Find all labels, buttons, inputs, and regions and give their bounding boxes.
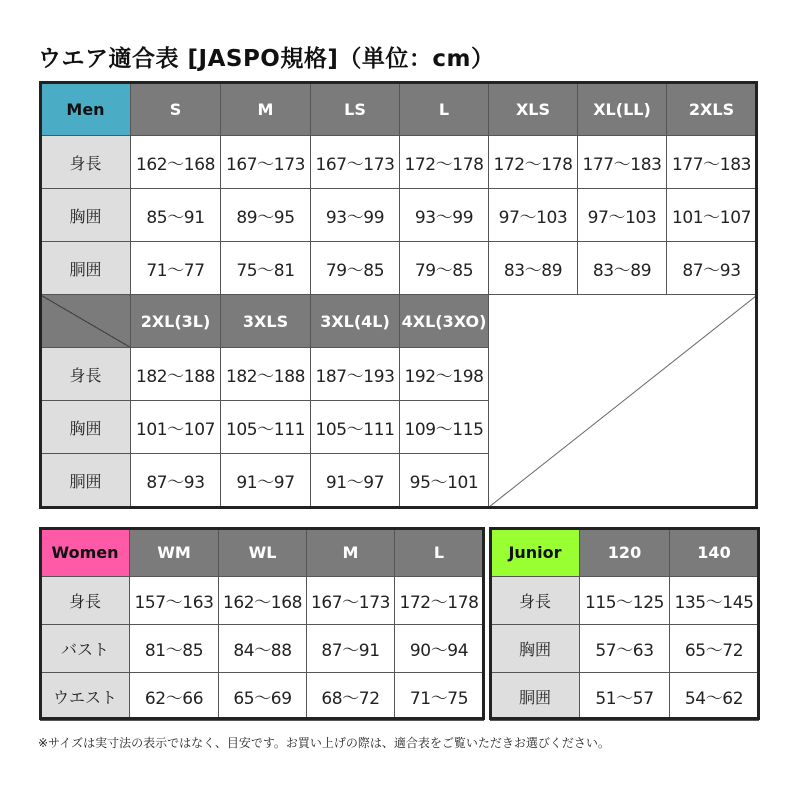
men-top-value-cell: 177〜183 <box>667 136 757 189</box>
women-size-header: M <box>307 529 395 577</box>
women-size-header: L <box>395 529 484 577</box>
women-value-cell: 84〜88 <box>219 625 307 673</box>
junior-value-cell: 54〜62 <box>670 673 759 721</box>
men-bottom-value-cell: 105〜111 <box>221 401 311 454</box>
men-bottom-value-cell: 101〜107 <box>131 401 221 454</box>
men-top-size-header: LS <box>311 83 400 136</box>
footnote: ※サイズは実寸法の表示ではなく、目安です。お買い上げの際は、適合表をご覧いただきお選びください。 <box>38 736 610 750</box>
women-value-cell: 87〜91 <box>307 625 395 673</box>
women-size-table <box>40 528 484 721</box>
women-corner-cell: Women <box>41 529 130 577</box>
men-top-value-cell: 89〜95 <box>221 189 311 242</box>
women-size-header: WL <box>219 529 307 577</box>
men-bottom-size-header: 4XL(3XO) <box>400 295 489 348</box>
junior-size-header: 120 <box>580 529 670 577</box>
women-value-cell: 162〜168 <box>219 577 307 625</box>
men-bottom-size-header: 3XLS <box>221 295 311 348</box>
women-row-label: バスト <box>41 625 130 673</box>
women-row-label: 身長 <box>41 577 130 625</box>
junior-size-header: 140 <box>670 529 759 577</box>
men-top-value-cell: 167〜173 <box>221 136 311 189</box>
women-value-cell: 62〜66 <box>130 673 219 721</box>
men-top-row-label: 身長 <box>41 136 131 189</box>
men-top-value-cell: 85〜91 <box>131 189 221 242</box>
men-top-value-cell: 167〜173 <box>311 136 400 189</box>
men-top-value-cell: 93〜99 <box>311 189 400 242</box>
women-value-cell: 167〜173 <box>307 577 395 625</box>
men-bottom-value-cell: 87〜93 <box>131 454 221 507</box>
men-bottom-row-label: 胸囲 <box>41 401 131 454</box>
men-top-row-label: 胸囲 <box>41 189 131 242</box>
women-value-cell: 172〜178 <box>395 577 484 625</box>
men-top-value-cell: 172〜178 <box>400 136 489 189</box>
page-title: ウエア適合表 [JASPO規格]（単位：cm） <box>38 46 495 72</box>
women-row-label: ウエスト <box>41 673 130 721</box>
women-data-row <box>41 577 484 625</box>
men-bottom-size-header: 3XL(4L) <box>311 295 400 348</box>
men-top-data-row <box>41 242 757 295</box>
men-top-value-cell: 97〜103 <box>578 189 667 242</box>
women-size-header: WM <box>130 529 219 577</box>
men-top-value-cell: 83〜89 <box>489 242 578 295</box>
men-blank-diagonal <box>489 296 756 507</box>
junior-value-cell: 135〜145 <box>670 577 759 625</box>
men-top-value-cell: 93〜99 <box>400 189 489 242</box>
men-top-size-header: L <box>400 83 489 136</box>
men-top-value-cell: 162〜168 <box>131 136 221 189</box>
men-top-size-header: XL(LL) <box>578 83 667 136</box>
men-bottom-value-cell: 182〜188 <box>221 348 311 401</box>
men-top-value-cell: 177〜183 <box>578 136 667 189</box>
women-value-cell: 71〜75 <box>395 673 484 721</box>
junior-data-row <box>491 577 759 625</box>
men-top-corner-cell: Men <box>41 83 131 136</box>
junior-size-table <box>490 528 759 721</box>
men-top-data-row <box>41 136 757 189</box>
men-top-value-cell: 79〜85 <box>311 242 400 295</box>
junior-data-row <box>491 625 759 673</box>
junior-value-cell: 57〜63 <box>580 625 670 673</box>
men-top-data-row <box>41 189 757 242</box>
men-bottom-value-cell: 109〜115 <box>400 401 489 454</box>
women-data-row <box>41 625 484 673</box>
women-value-cell: 81〜85 <box>130 625 219 673</box>
men-top-value-cell: 87〜93 <box>667 242 757 295</box>
men-bottom-value-cell: 105〜111 <box>311 401 400 454</box>
men-top-value-cell: 79〜85 <box>400 242 489 295</box>
men-bottom-value-cell: 182〜188 <box>131 348 221 401</box>
women-value-cell: 90〜94 <box>395 625 484 673</box>
men-top-value-cell: 97〜103 <box>489 189 578 242</box>
men-top-size-header: S <box>131 83 221 136</box>
men-top-value-cell: 75〜81 <box>221 242 311 295</box>
women-value-cell: 65〜69 <box>219 673 307 721</box>
women-header-row <box>41 529 484 577</box>
women-value-cell: 68〜72 <box>307 673 395 721</box>
men-top-header-row <box>41 83 757 136</box>
men-bottom-row-label: 胴囲 <box>41 454 131 507</box>
men-bottom-value-cell: 95〜101 <box>400 454 489 507</box>
men-bottom-row-label: 身長 <box>41 348 131 401</box>
men-top-value-cell: 172〜178 <box>489 136 578 189</box>
junior-row-label: 胸囲 <box>491 625 580 673</box>
junior-value-cell: 115〜125 <box>580 577 670 625</box>
men-top-size-header: 2XLS <box>667 83 757 136</box>
men-bottom-value-cell: 91〜97 <box>221 454 311 507</box>
junior-data-row <box>491 673 759 721</box>
men-top-row-label: 胴囲 <box>41 242 131 295</box>
junior-row-label: 胴囲 <box>491 673 580 721</box>
junior-row-label: 身長 <box>491 577 580 625</box>
men-bottom-size-header: 2XL(3L) <box>131 295 221 348</box>
men-top-value-cell: 83〜89 <box>578 242 667 295</box>
men-top-size-header: M <box>221 83 311 136</box>
men-bottom-value-cell: 192〜198 <box>400 348 489 401</box>
men-bottom-corner-cell <box>41 295 131 348</box>
women-value-cell: 157〜163 <box>130 577 219 625</box>
men-top-size-header: XLS <box>489 83 578 136</box>
men-bottom-value-cell: 91〜97 <box>311 454 400 507</box>
junior-corner-cell: Junior <box>491 529 580 577</box>
men-top-value-cell: 101〜107 <box>667 189 757 242</box>
men-bottom-value-cell: 187〜193 <box>311 348 400 401</box>
men-top-value-cell: 71〜77 <box>131 242 221 295</box>
junior-value-cell: 65〜72 <box>670 625 759 673</box>
junior-header-row <box>491 529 759 577</box>
junior-value-cell: 51〜57 <box>580 673 670 721</box>
women-data-row <box>41 673 484 721</box>
